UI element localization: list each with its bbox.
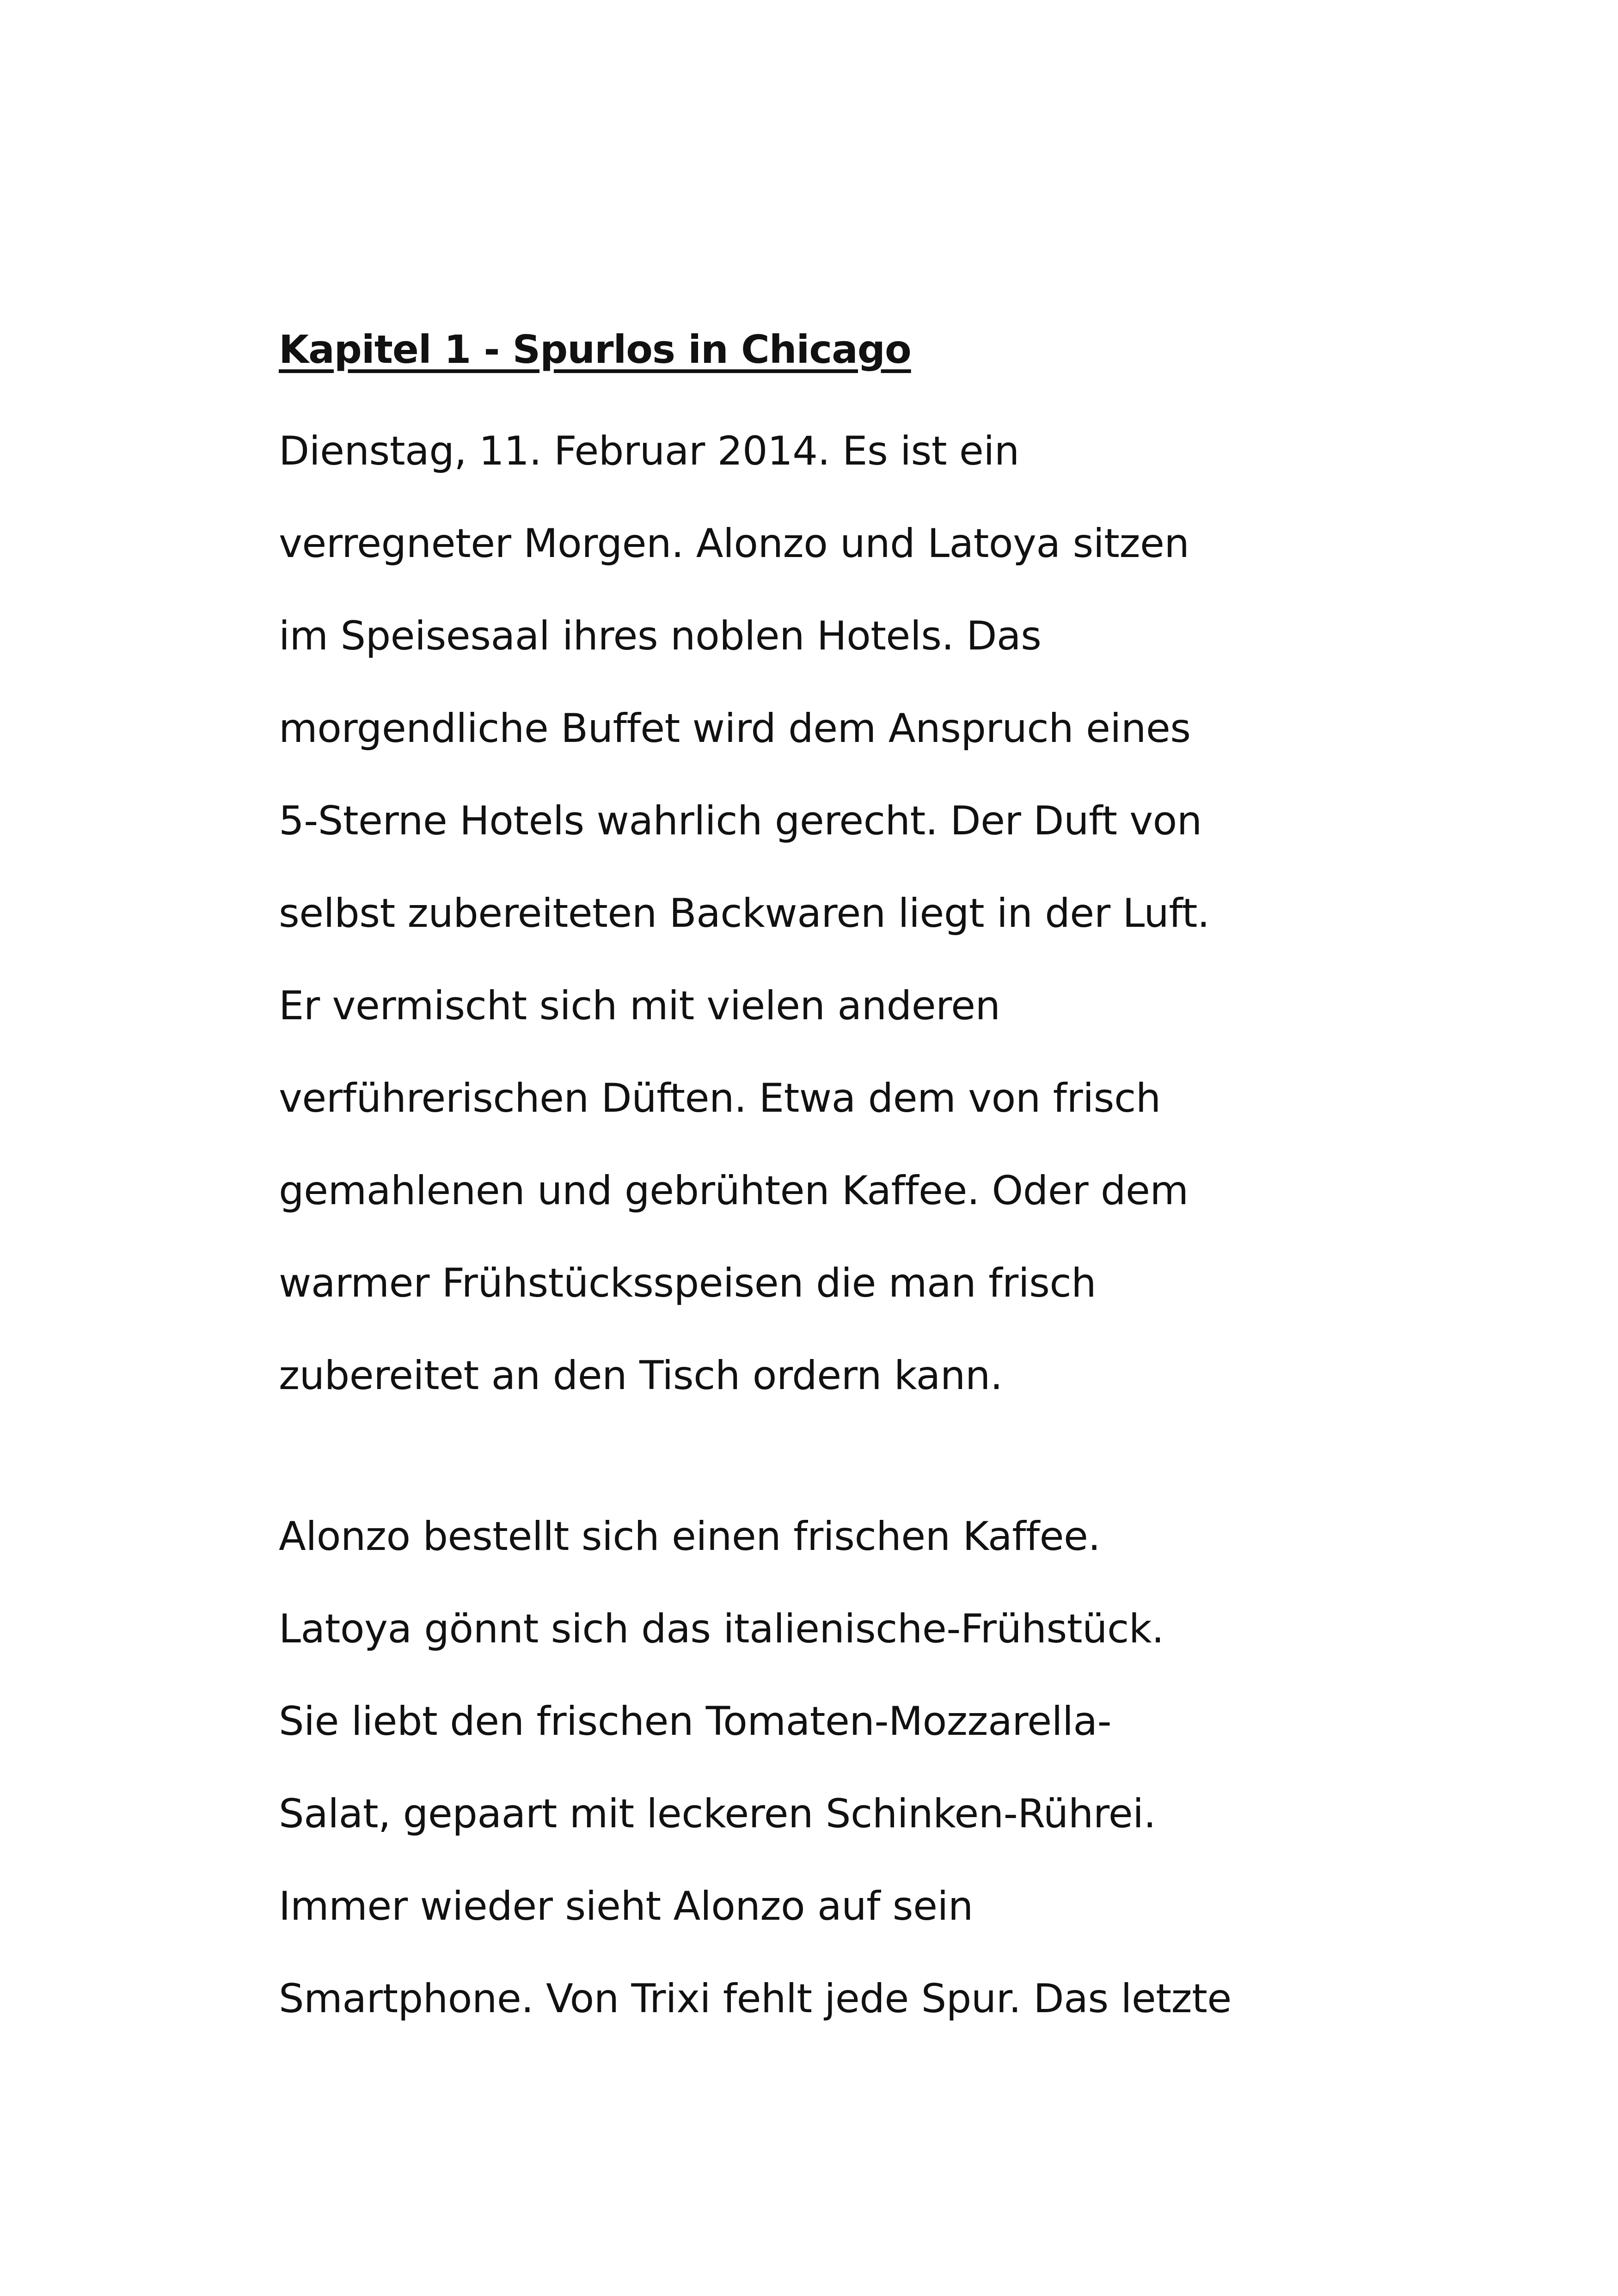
text-line: warmer Frühstücksspeisen die man frisch [279, 1260, 1097, 1306]
paragraph-2 [279, 1490, 1232, 2045]
paragraph-1 [279, 405, 1210, 1422]
text-line: morgendliche Buffet wird dem Anspruch eines [279, 705, 1191, 752]
chapter-heading: Kapitel 1 - Spurlos in Chicago [279, 327, 911, 372]
text-line: verregneter Morgen. Alonzo und Latoya sitzen [279, 520, 1189, 567]
text-line: Dienstag, 11. Februar 2014. Es ist ein [279, 428, 1019, 474]
text-line: verführerischen Düften. Etwa dem von frisch [279, 1075, 1161, 1121]
text-line: Immer wieder sieht Alonzo auf sein [279, 1883, 973, 1929]
text-line: zubereitet an den Tisch ordern kann. [279, 1353, 1003, 1399]
text-line: Sie liebt den frischen Tomaten-Mozzarella- [279, 1698, 1112, 1745]
text-line: 5-Sterne Hotels wahrlich gerecht. Der Duft von [279, 798, 1202, 844]
text-line: im Speisesaal ihres noblen Hotels. Das [279, 613, 1042, 659]
text-line: Er vermischt sich mit vielen anderen [279, 983, 1000, 1029]
text-line: Latoya gönnt sich das italienische-Frühstück. [279, 1606, 1164, 1652]
text-line: Salat, gepaart mit leckeren Schinken-Rührei. [279, 1791, 1156, 1837]
text-line: Smartphone. Von Trixi fehlt jede Spur. Das letzte [279, 1976, 1232, 2022]
text-line: selbst zubereiteten Backwaren liegt in der Luft. [279, 890, 1210, 937]
text-line: Alonzo bestellt sich einen frischen Kaffee. [279, 1513, 1101, 1560]
text-line: gemahlenen und gebrühten Kaffee. Oder dem [279, 1168, 1189, 1214]
